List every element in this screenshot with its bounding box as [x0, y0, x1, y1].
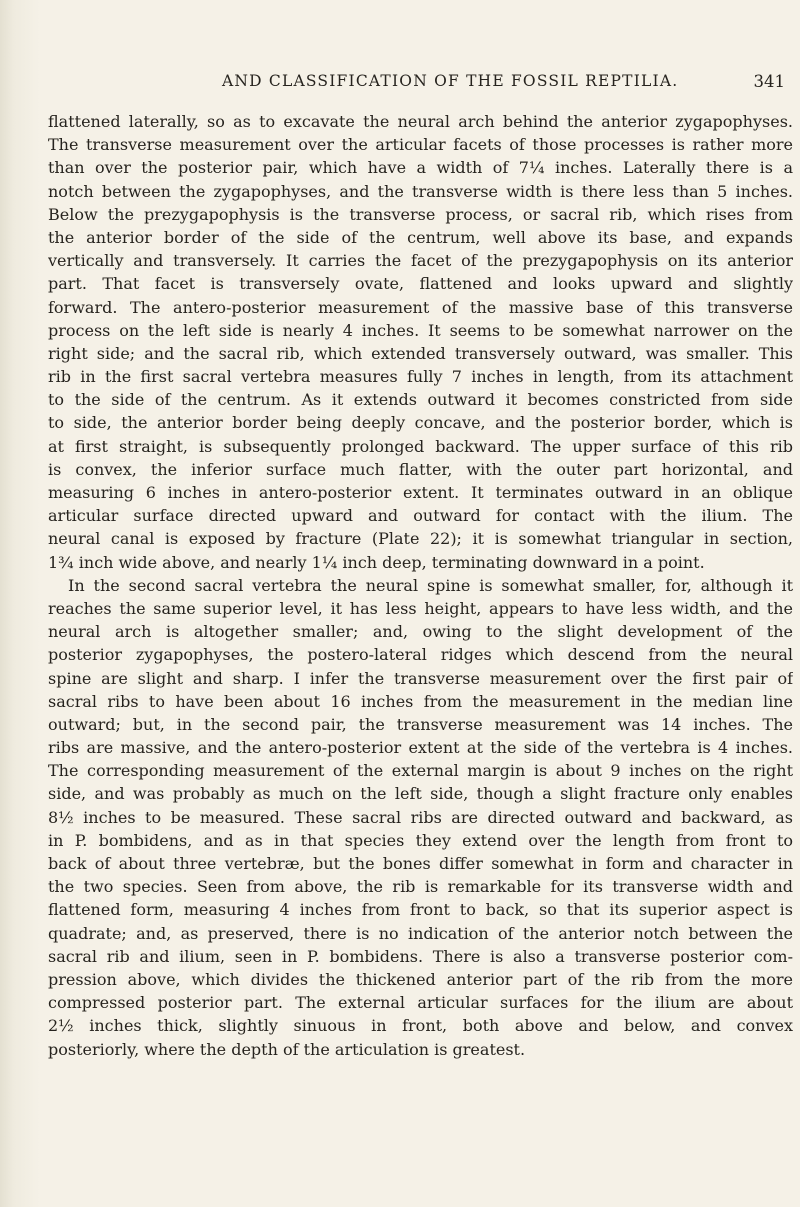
text-line: The corresponding measurement of the external margin is about 9 inches on the right: [48, 761, 793, 781]
running-head: AND CLASSIFICATION OF THE FOSSIL REPTILIA.: [222, 72, 679, 90]
text-line: 8½ inches to be measured. These sacral ribs are directed outward and backward, as: [48, 807, 793, 827]
page-header: [52, 72, 792, 102]
text-line: the two species. Seen from above, the rib is remarkable for its transverse width and: [48, 877, 793, 897]
text-line: at first straight, is subsequently prolonged backward. The upper surface of this rib: [48, 436, 793, 456]
text-line: flattened laterally, so as to excavate the neural arch behind the anterior zygapophyses.: [48, 112, 793, 131]
text-line: spine are slight and sharp. I infer the transverse measurement over the first pair of: [48, 668, 793, 688]
text-line: posterior zygapophyses, the postero-lateral ridges which descend from the neural: [48, 645, 793, 665]
text-line: 1¾ inch wide above, and nearly 1¼ inch deep, terminating downward in a point.: [48, 552, 705, 572]
text-line: right side; and the sacral rib, which extended transversely outward, was smaller. This: [48, 343, 793, 363]
text-line: ribs are massive, and the antero-posterior extent at the side of the vertebra is 4 inches.: [48, 738, 793, 758]
text-line: to side, the anterior border being deeply concave, and the posterior border, which is: [48, 413, 793, 433]
text-line: measuring 6 inches in antero-posterior extent. It terminates outward in an oblique: [48, 483, 793, 502]
text-line: 2½ inches thick, slightly sinuous in front, both above and below, and convex: [48, 1016, 793, 1036]
text-line: sacral rib and ilium, seen in P. bombidens. There is also a transverse posterior com-: [48, 946, 793, 966]
text-line: reaches the same superior level, it has less height, appears to have less width, and the: [48, 598, 793, 618]
text-line: in P. bombidens, and as in that species they extend over the length from front to: [48, 830, 793, 850]
text-line: notch between the zygapophyses, and the transverse width is there less than 5 inches.: [48, 181, 793, 201]
body-text: [48, 110, 793, 1061]
text-line: quadrate; and, as preserved, there is no indication of the anterior notch between the: [48, 923, 793, 943]
text-line: Below the prezygapophysis is the transverse process, or sacral rib, which rises from: [48, 204, 793, 224]
text-line: to the side of the centrum. As it extends outward it becomes constricted from side: [48, 390, 793, 410]
text-line: posteriorly, where the depth of the articulation is greatest.: [48, 1039, 526, 1059]
text-line: vertically and transversely. It carries the facet of the prezygapophysis on its anterior: [48, 251, 793, 271]
text-line: part. That facet is transversely ovate, flattened and looks upward and slightly: [48, 274, 793, 294]
text-line: forward. The antero-posterior measurement of the massive base of this transverse: [48, 297, 793, 317]
text-line: neural arch is altogether smaller; and, owing to the slight development of the: [48, 622, 793, 642]
text-line: flattened form, measuring 4 inches from front to back, so that its superior aspect is: [48, 900, 793, 920]
text-line: process on the left side is nearly 4 inches. It seems to be somewhat narrower on the: [48, 320, 793, 340]
text-line: compressed posterior part. The external articular surfaces for the ilium are about: [48, 993, 793, 1013]
text-line: rib in the first sacral vertebra measures fully 7 inches in length, from its attachment: [48, 367, 793, 387]
text-line: is convex, the inferior surface much flatter, with the outer part horizontal, and: [48, 459, 793, 479]
page-number: 341: [753, 72, 785, 91]
text-line: than over the posterior pair, which have a width of 7¼ inches. Laterally there is a: [48, 158, 793, 178]
text-line: In the second sacral vertebra the neural spine is somewhat smaller, for, although it: [68, 575, 793, 595]
text-line: articular surface directed upward and outward for contact with the ilium. The: [48, 506, 793, 526]
text-line: the anterior border of the side of the centrum, well above its base, and expands: [48, 227, 793, 247]
text-line: back of about three vertebræ, but the bones differ somewhat in form and character in: [48, 854, 793, 873]
text-line: neural canal is exposed by fracture (Plate 22); it is somewhat triangular in section,: [48, 529, 793, 549]
text-line: outward; but, in the second pair, the transverse measurement was 14 inches. The: [48, 714, 793, 734]
text-line: The transverse measurement over the articular facets of those processes is rather more: [48, 135, 793, 155]
text-line: sacral ribs to have been about 16 inches from the measurement in the median line: [48, 691, 793, 711]
text-line: side, and was probably as much on the left side, though a slight fracture only enables: [48, 784, 793, 804]
text-line: pression above, which divides the thickened anterior part of the rib from the more: [48, 969, 793, 989]
